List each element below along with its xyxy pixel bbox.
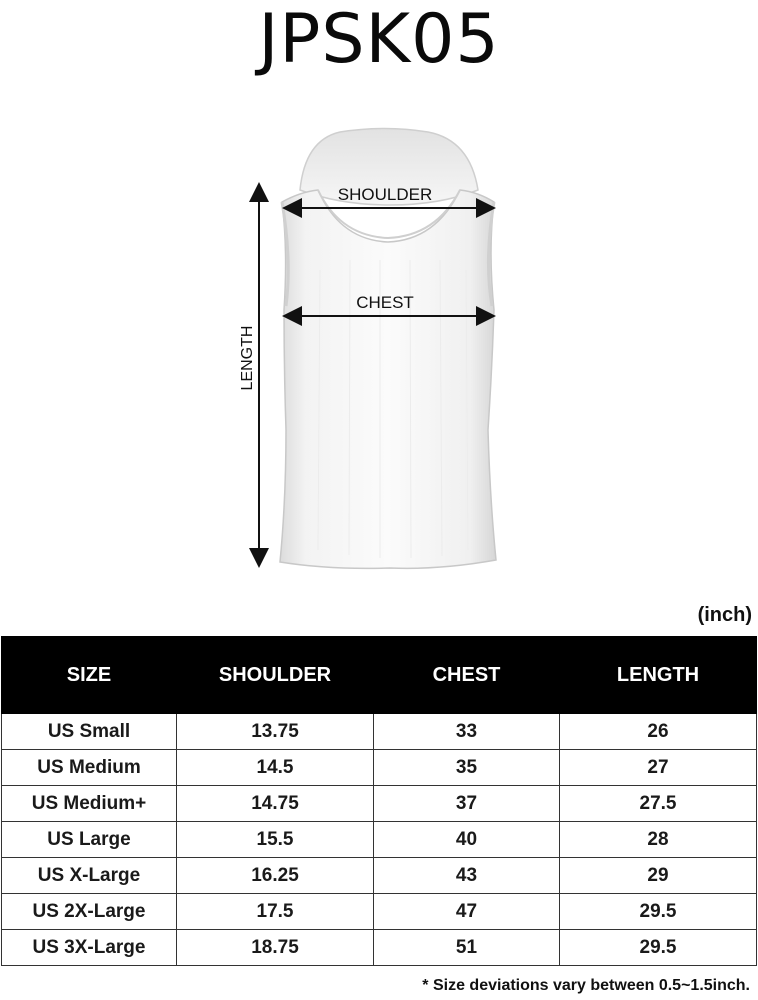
- table-row: [2, 894, 757, 930]
- table-row: [2, 714, 757, 750]
- cell-shoulder: 14.5: [177, 750, 374, 786]
- header-size: SIZE: [2, 637, 177, 714]
- cell-length: 28: [560, 822, 757, 858]
- header-shoulder: SHOULDER: [177, 637, 374, 714]
- shirt-body: [280, 190, 496, 568]
- cell-length: 29: [560, 858, 757, 894]
- cell-chest: 47: [374, 894, 560, 930]
- table-row: [2, 750, 757, 786]
- cell-size: US 2X-Large: [2, 894, 177, 930]
- size-deviation-footnote: * Size deviations vary between 0.5~1.5inch.: [422, 977, 750, 994]
- unit-note: (inch): [697, 604, 752, 626]
- cell-chest: 37: [374, 786, 560, 822]
- chest-label: CHEST: [356, 293, 414, 312]
- cell-shoulder: 13.75: [177, 714, 374, 750]
- cell-size: US Medium: [2, 750, 177, 786]
- length-label: LENGTH: [239, 325, 256, 391]
- cell-length: 26: [560, 714, 757, 750]
- cell-chest: 43: [374, 858, 560, 894]
- cell-length: 27.5: [560, 786, 757, 822]
- header-chest: CHEST: [374, 637, 560, 714]
- cell-size: US Large: [2, 822, 177, 858]
- cell-chest: 33: [374, 714, 560, 750]
- table-row: [2, 930, 757, 966]
- cell-size: US Medium+: [2, 786, 177, 822]
- shoulder-label: SHOULDER: [337, 185, 433, 204]
- table-row: [2, 822, 757, 858]
- cell-shoulder: 16.25: [177, 858, 374, 894]
- cell-shoulder: 15.5: [177, 822, 374, 858]
- cell-size: US 3X-Large: [2, 930, 177, 966]
- cell-size: US Small: [2, 714, 177, 750]
- header-length: LENGTH: [560, 637, 757, 714]
- table-row: [2, 786, 757, 822]
- table-row: [2, 858, 757, 894]
- cell-length: 27: [560, 750, 757, 786]
- cell-shoulder: 18.75: [177, 930, 374, 966]
- page-title: JPSK05: [258, 0, 500, 79]
- cell-chest: 51: [374, 930, 560, 966]
- cell-shoulder: 14.75: [177, 786, 374, 822]
- garment-diagram: [0, 110, 758, 590]
- cell-length: 29.5: [560, 930, 757, 966]
- cell-shoulder: 17.5: [177, 894, 374, 930]
- cell-size: US X-Large: [2, 858, 177, 894]
- tank-top-illustration: [0, 110, 758, 590]
- table-header-row: [2, 637, 757, 714]
- cell-chest: 40: [374, 822, 560, 858]
- size-chart-table: [1, 636, 757, 966]
- cell-length: 29.5: [560, 894, 757, 930]
- cell-chest: 35: [374, 750, 560, 786]
